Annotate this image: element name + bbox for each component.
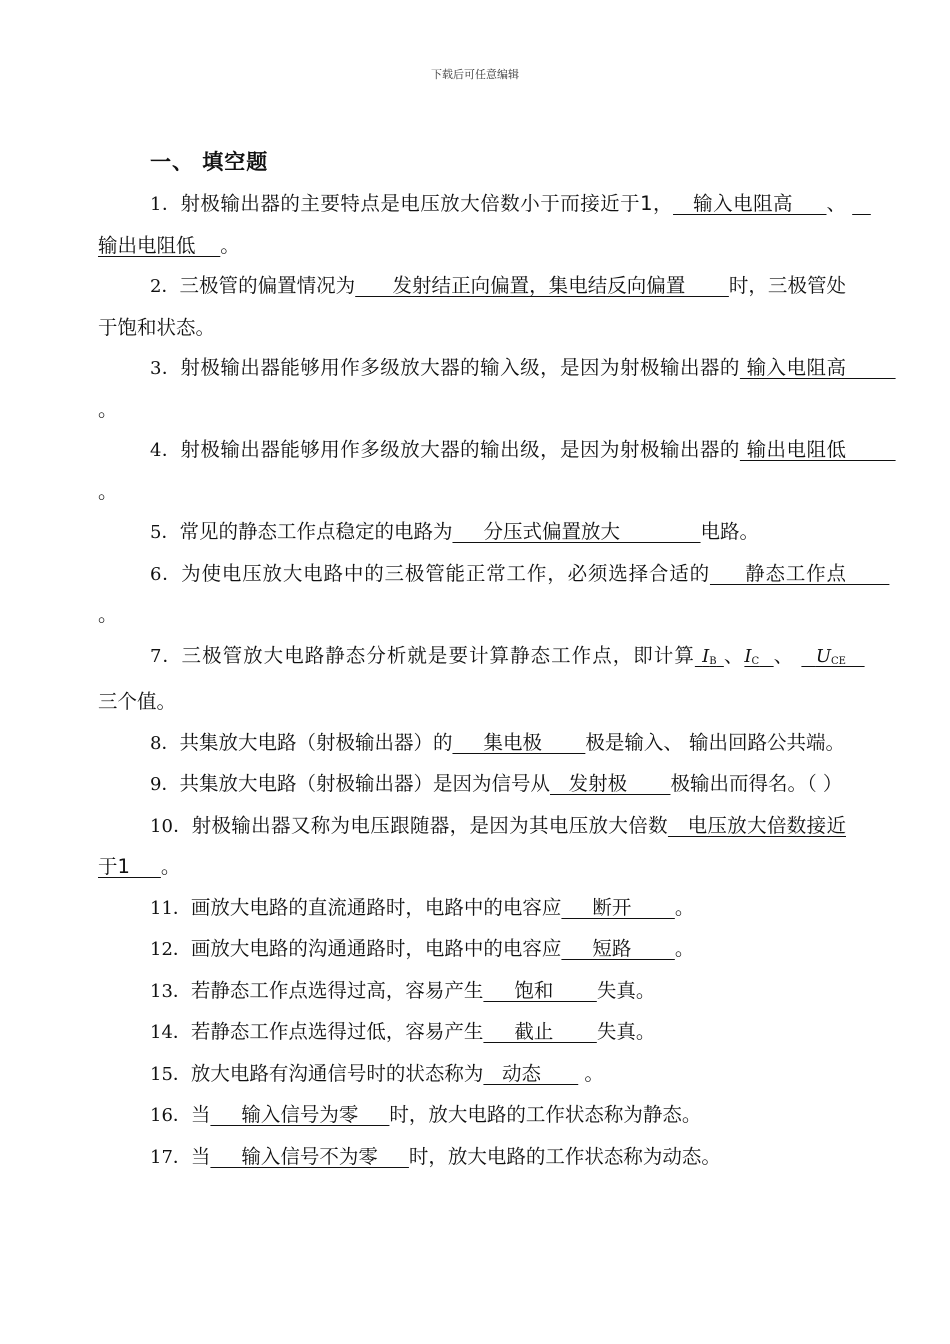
question-item [98,1054,846,1096]
answer-blank [695,644,724,667]
question-list [98,184,896,1178]
question-number: 3． [150,358,181,379]
answer-blank [801,644,864,667]
question-text: 放大电路有沟通信号时的状态称为 [190,1061,484,1085]
question-text: 三极管的偏置情况为 [179,274,356,297]
question-item [98,806,846,888]
question-number: 13． [150,980,191,1002]
question-text: 。 [220,233,240,257]
question-item [98,430,896,512]
question-item [98,266,846,348]
question-number: 16． [150,1105,191,1126]
question-item [98,554,890,636]
question-text: 极是输入、 输出回路公共端。 [585,730,846,754]
question-text: 共集放大电路（射极输出器）的 [179,730,453,754]
answer-blank: 输入电阻高 [673,192,827,215]
question-text: 失真。 [596,978,656,1002]
question-text: 、 [773,643,802,667]
question-text: 当 [190,1144,211,1168]
question-number: 7． [150,645,182,667]
question-item [98,512,846,554]
variable-subscript: CE [831,655,846,667]
variable-subscript: C [751,655,760,667]
question-text: 为使电压放大电路中的三极管能正常工作，必须选择合适的 [181,561,710,585]
answer-blank: 输入信号不为零 [210,1144,409,1168]
question-text: 常见的静态工作点稳定的电路为 [179,520,453,543]
question-text: 画放大电路的沟通通路时，电路中的电容应 [190,937,562,960]
answer-blank: 发射结正向偏置，集电结反向偏置 [355,274,729,297]
question-text: 射极输出器能够用作多级放大器的输出级，是因为射极输出器的 [180,438,740,461]
answer-blank: 输入电阻高 [739,356,896,379]
answer-blank: 输入信号为零 [210,1103,390,1126]
answer-blank: 分压式偏置放大 [452,520,701,543]
question-text: 。 [98,479,118,503]
question-text: 、 [826,192,853,215]
question-text: 共集放大电路（射极输出器）是因为信号从 [179,772,550,795]
question-item [98,764,846,806]
question-item [98,1012,846,1054]
question-text: 射极输出器能够用作多级放大器的输入级，是因为射极输出器的 [180,356,740,379]
answer-blank: 输出电阻低 [739,438,896,461]
question-text: 若静态工作点选得过高，容易产生 [190,978,484,1002]
question-number: 9． [150,774,180,795]
question-number: 11． [150,897,191,919]
question-text: 。 [674,937,695,960]
variable-subscript: B [709,655,717,667]
question-text: 极输出而得名。（ ） [670,772,843,795]
question-text: 电路。 [700,520,760,543]
question-number: 6． [150,563,182,585]
question-item [98,348,896,430]
question-number: 2． [150,276,180,297]
question-item [98,1095,846,1137]
question-number: 17． [150,1146,191,1168]
page-header: 下载后可任意编辑 [431,68,519,81]
question-number: 14． [150,1022,191,1043]
question-item [98,636,846,723]
section-title: 一、 填空题 [150,150,269,174]
question-number: 15． [150,1063,191,1085]
question-text: 。 [98,397,118,421]
question-text: 射极输出器又称为电压跟随器，是因为其电压放大倍数 [191,813,668,837]
answer-blank: 动态 [483,1061,579,1085]
question-number: 12． [150,939,191,960]
question-item [98,971,846,1013]
question-item [98,723,846,765]
question-text: 时，放大电路的工作状态称为静态。 [389,1103,702,1126]
question-text: 若静态工作点选得过低，容易产生 [190,1020,484,1043]
question-item [98,888,846,930]
answer-blank: 发射极 [549,772,671,795]
question-text: 画放大电路的直流通路时，电路中的电容应 [190,895,562,919]
question-text: 三极管放大电路静态分析就是要计算静态工作点，即计算 [181,643,695,667]
question-number: 10． [150,815,192,837]
question-text: 时，放大电路的工作状态称为动态。 [408,1144,721,1168]
question-number: 4． [150,440,181,461]
question-text: 当 [190,1103,211,1126]
question-text: 。 [578,1061,604,1085]
variable-symbol: $I_B$ [702,645,717,667]
question-number: 1． [150,194,181,215]
answer-blank: 电压放大倍数接近于1 [98,813,846,878]
question-text: 。 [98,603,118,626]
question-text: 时，三极管处于饱和状态。 [98,274,846,339]
question-text: 射极输出器的主要特点是电压放大倍数小于而接近于1， [180,192,674,215]
question-item [98,929,846,971]
question-text: 三个值。 [98,690,177,713]
question-text: 失真。 [596,1020,656,1043]
answer-blank: 短路 [561,937,675,960]
answer-blank: 断开 [561,895,675,919]
answer-blank: 集电极 [452,730,586,754]
variable-symbol: $I_C$ [744,645,760,667]
answer-blank: 静态工作点 [709,561,890,585]
answer-blank: 截止 [483,1020,597,1043]
question-text: 。 [674,895,695,919]
variable-symbol: $U_{CE}$ [815,645,846,667]
question-text: 。 [160,855,181,878]
answer-blank [744,644,773,667]
question-number: 8． [150,732,180,754]
question-text: 、 [723,643,745,667]
answer-blank: 输出电阻低 [98,192,871,257]
question-item [98,184,871,266]
answer-blank: 饱和 [483,978,597,1002]
question-item [98,1137,846,1179]
question-number: 5． [150,522,180,543]
